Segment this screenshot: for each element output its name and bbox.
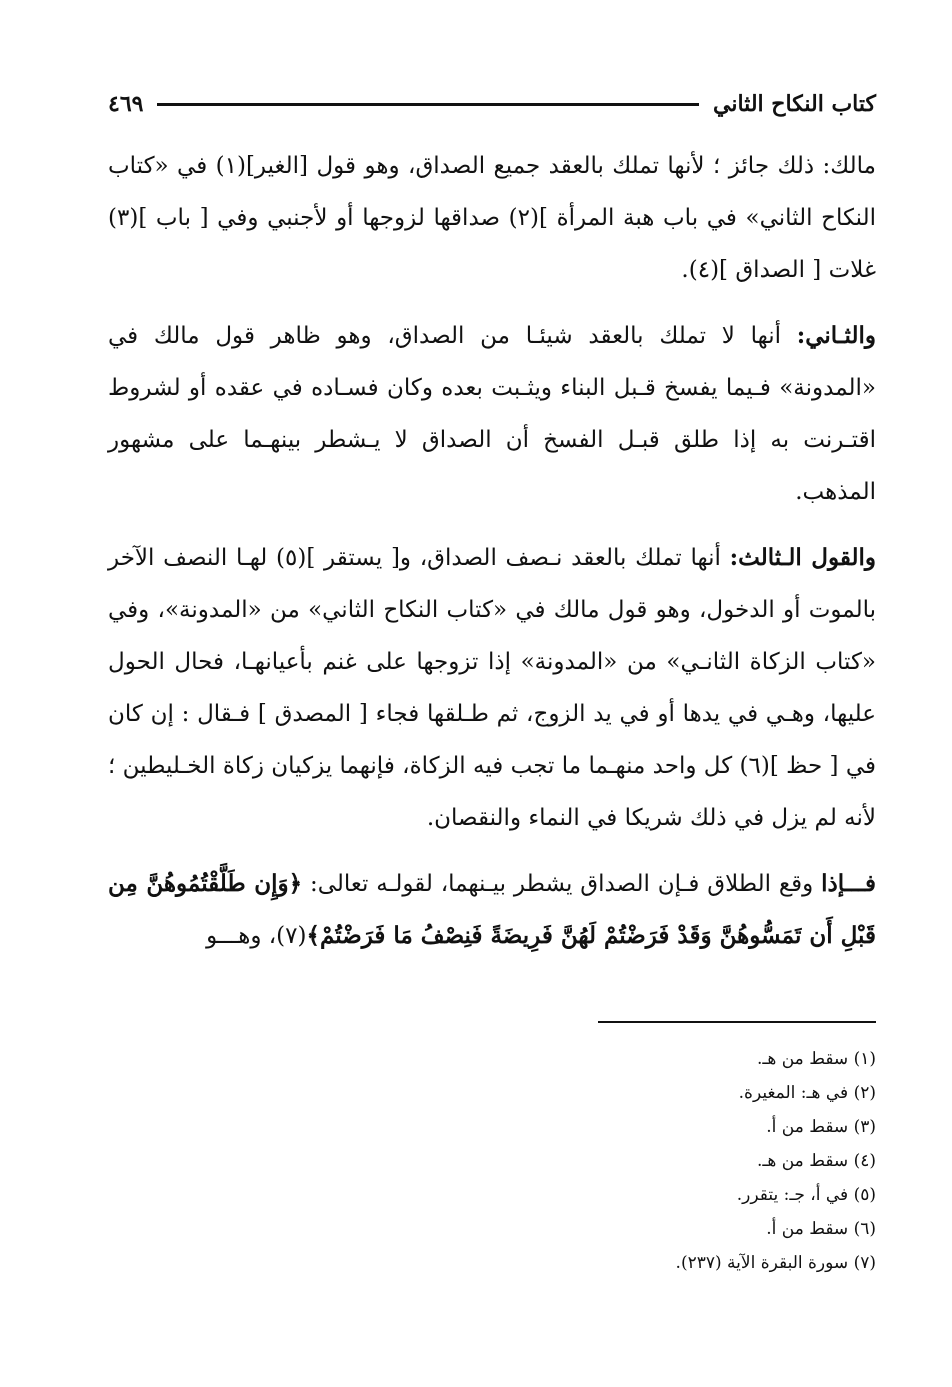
footnote-4: (٤) سقط من هـ. <box>756 1151 876 1171</box>
paragraph-2-text: أنها لا تملك بالعقد شيئـا من الصداق، وهو ظاهر قول مالك في «المدونة» فـيما يفسخ قـبل البناء ويثـبت بعده وكان فسـاده في عقده أو لشروط اقتـرنت به إذا طلق قبـل الفسخ أن الصداق لا يـشطر بينهـما على مشهور المذهب. <box>108 323 876 505</box>
paragraph-3-text: أنها تملك بالعقد نـصف الصداق، و[ يستقر ](٥) لهـا النصف الآخر بالموت أو الدخول، وهو قول مالك في «كتاب النكاح الثاني» من «المدونة»، وفي «كتاب الزكاة الثانـي» من «المدونة» إذا تزوجها على غنم بأعيانهـا، فحال الحول عليها، وهـي في يدها أو في يد الزوج، ثم طـلقها فجاء [ المصدق ] فـقال : إن كان في [ حظ ](٦) كل واحد منهـما ما تجب فيه الزكاة، فإنهما يزكيان زكاة الخـليطين ؛ لأنه لم يزل في ذلك شريكا في النماء والنقصان. <box>108 545 876 831</box>
paragraph-3-lead: والقول الـثالث: <box>729 544 876 571</box>
paragraph-2-lead: والثـاني: <box>796 322 876 349</box>
footnote-separator <box>598 1021 876 1023</box>
quran-verse: ﴿وَإِن طَلَّقْتُمُوهُنَّ مِن قَبْلِ أَن تَمَسُّوهُنَّ وَقَدْ فَرَضْتُمْ لَهُنَّ فَرِيضَةً فَنِصْفُ مَا فَرَضْتُمْ﴾ <box>108 870 876 949</box>
footnote-2: (٢) في هـ: المغيرة. <box>738 1083 876 1103</box>
footnote-3: (٣) سقط من أ. <box>766 1117 876 1137</box>
chapter-title: كتاب النكاح الثاني <box>713 91 876 117</box>
header-rule <box>157 103 699 106</box>
paragraph-4 <box>108 858 876 962</box>
running-header <box>108 84 876 124</box>
paragraph-4-text: وقع الطلاق فـإن الصداق يشطر بيـنهما، لقولـه تعالى: <box>302 871 822 897</box>
page-number: ٤٦٩ <box>108 91 144 117</box>
footnote-6: (٦) سقط من أ. <box>766 1219 876 1239</box>
footnote-1: (١) سقط من هـ. <box>756 1049 876 1069</box>
paragraph-4-lead: فـــإذا <box>821 870 876 897</box>
footnotes <box>500 1042 876 1280</box>
paragraph-1 <box>108 140 876 296</box>
paragraph-1-text: مالك: ذلك جائز ؛ لأنها تملك بالعقد جميع الصداق، وهو قول [الغير](١) في «كتاب النكاح الثاني» في باب هبة المرأة ](٢) صداقها لزوجها أو لأجنبي وفي [ باب ](٣) غلات [ الصداق ](٤). <box>108 153 876 283</box>
footnote-7: (٧) سورة البقرة الآية (٢٣٧). <box>675 1253 876 1273</box>
paragraph-4-after: (٧)، وهـــو <box>206 923 307 949</box>
paragraph-2 <box>108 310 876 518</box>
main-text <box>108 140 876 962</box>
paragraph-3 <box>108 532 876 844</box>
footnote-5: (٥) في أ، جـ: يتقرر. <box>736 1185 876 1205</box>
